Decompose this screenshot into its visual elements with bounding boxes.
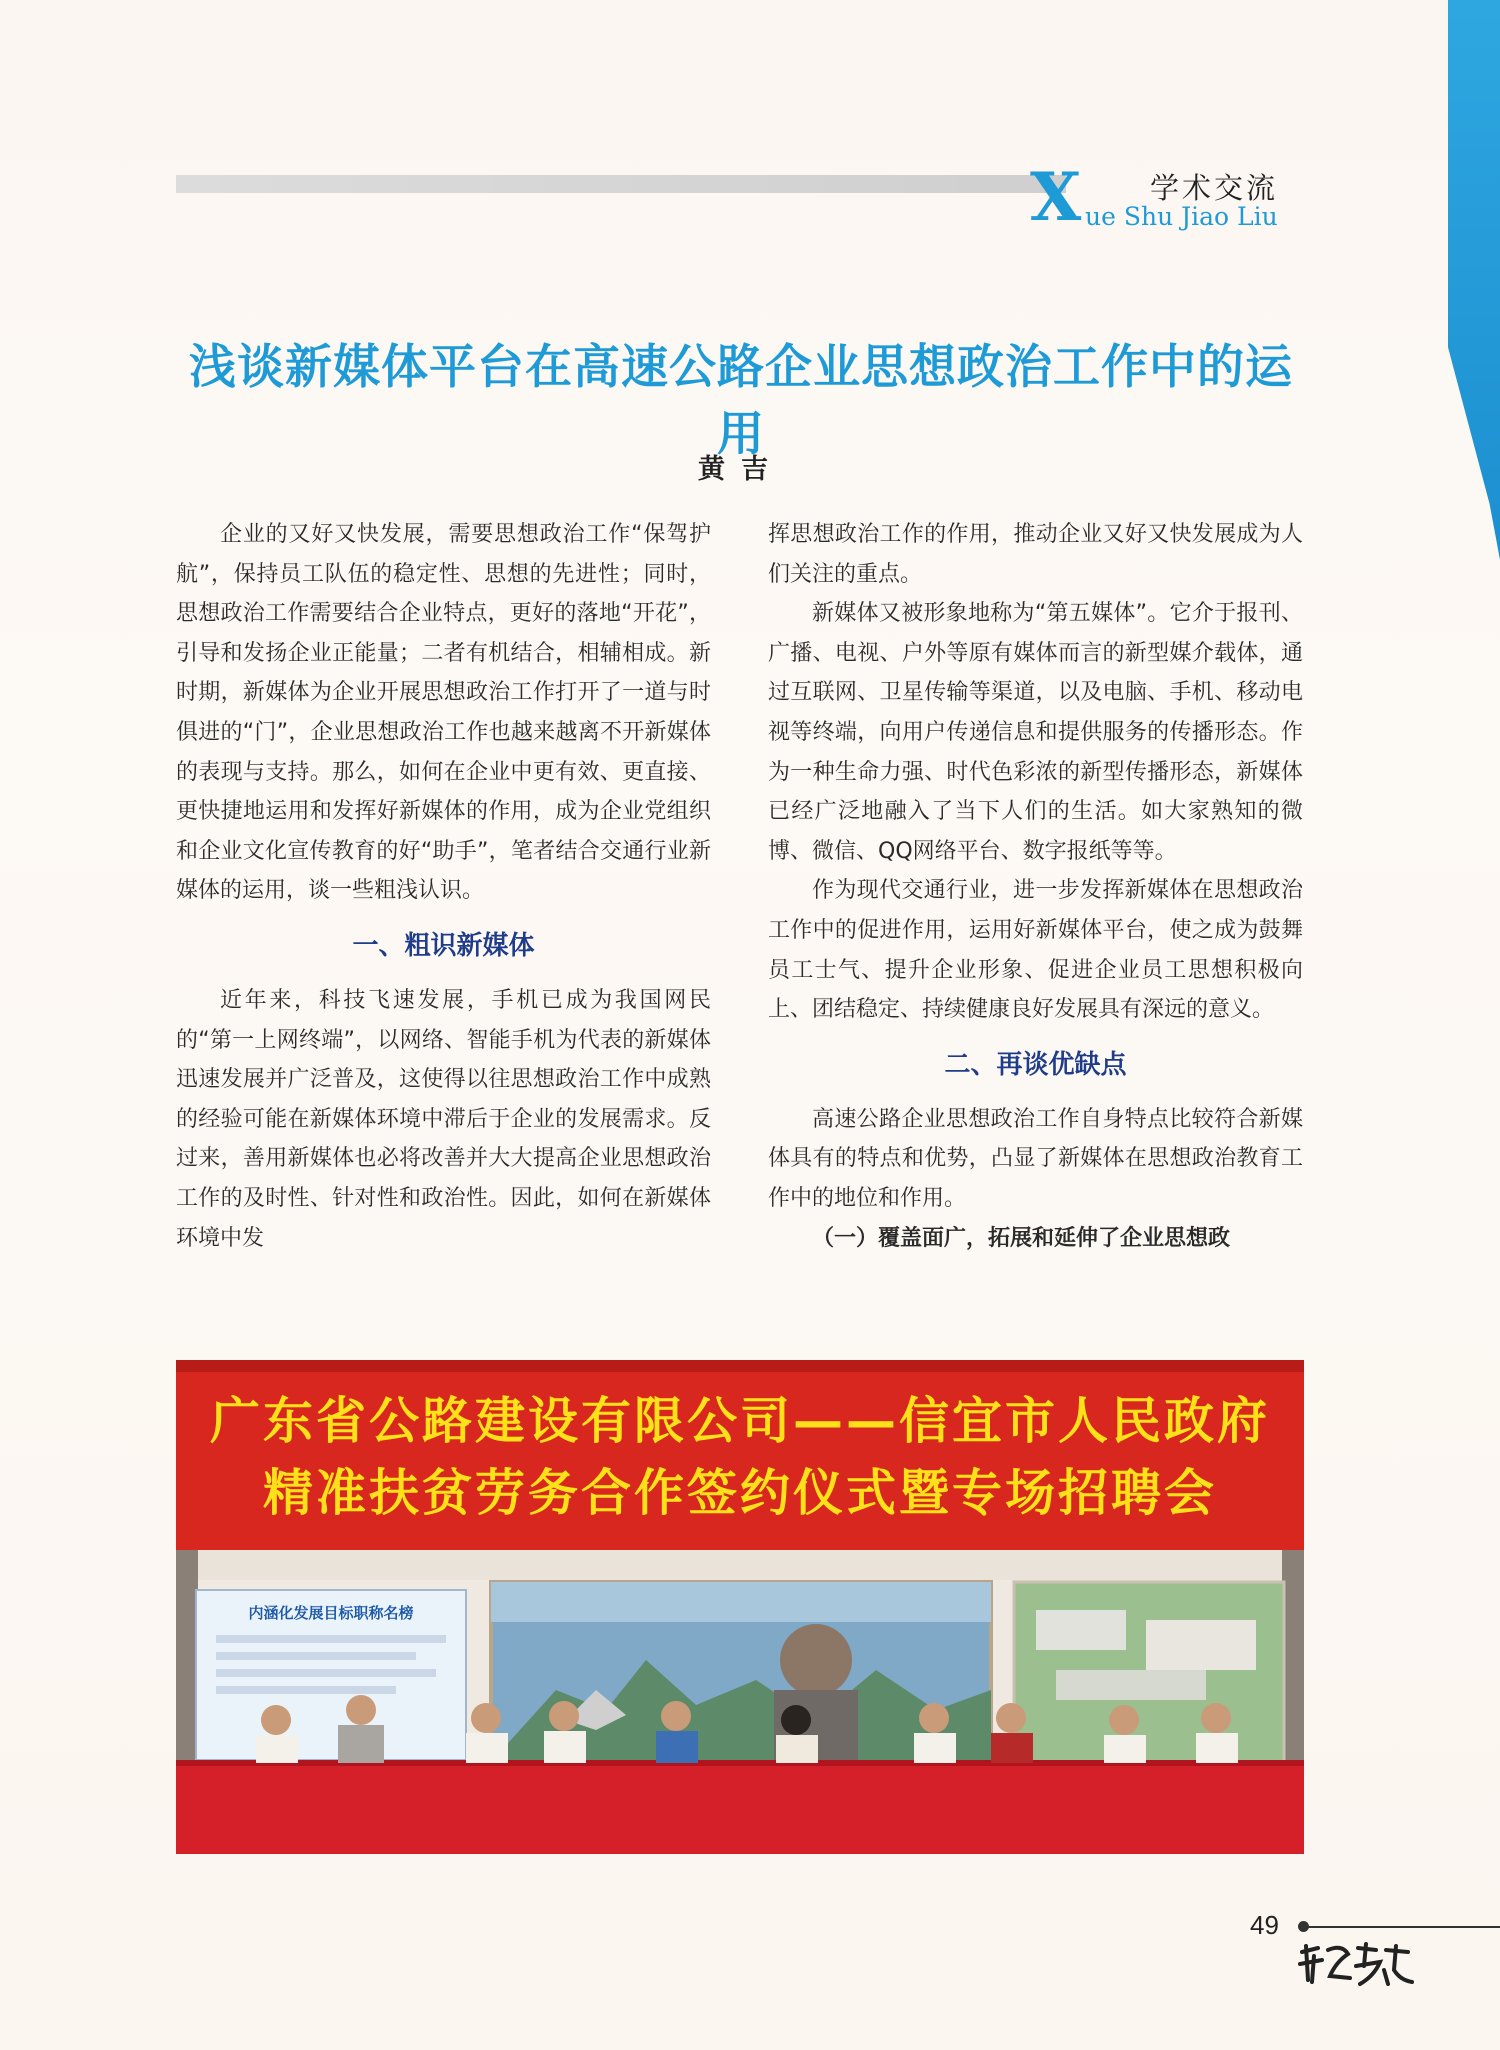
section-title-en: ue Shu Jiao Liu: [1085, 202, 1278, 231]
magazine-logo-calligraphy: [1296, 1940, 1416, 1992]
portrait: [780, 1624, 852, 1696]
paragraph: 近年来，科技飞速发展，手机已成为我国网民的“第一上网终端”，以网络、智能手机为代表的新媒体迅速发展并广泛普及，这使得以往思想政治工作中成熟的经验可能在新媒体环境中滞后于企业的发展需求。反过来，善用新媒体也必将改善并大大提高企业思想政治工作的及时性、针对性和政治性。因此，如何在新媒体环境中发: [176, 987, 711, 1251]
page-edge-stripe: [1448, 0, 1500, 560]
section-heading: 一、粗识新媒体: [352, 930, 535, 961]
article-author: 黄吉: [698, 454, 784, 485]
section-heading: 二、再谈优缺点: [944, 1049, 1127, 1080]
subheading-paragraph: （一）覆盖面广，拓展和延伸了企业思想政: [812, 1225, 1231, 1251]
paragraph-continued: 挥思想政治工作的作用，推动企业又好又快发展成为人们关注的重点。: [768, 522, 1303, 587]
section-tag: [1030, 158, 1310, 236]
paragraph: 高速公路企业思想政治工作自身特点比较符合新媒体具有的特点和优势，凸显了新媒体在思想政治教育工作中的地位和作用。: [768, 1106, 1303, 1211]
paragraph: 作为现代交通行业，进一步发挥新媒体在思想政治工作中的促进作用，运用好新媒体平台，使之成为鼓舞员工士气、提升企业形象、促进企业员工思想积极向上、团结稳定、持续健康良好发展具有深远的意义。: [768, 878, 1303, 1023]
paragraph: 企业的又好又快发展，需要思想政治工作“保驾护航”，保持员工队伍的稳定性、思想的先进性；同时，思想政治工作需要结合企业特点，更好的落地“开花”，引导和发扬企业正能量；二者有机结合，相辅相成。新时期，新媒体为企业开展思想政治工作打开了一道与时俱进的“门”，企业思想政治工作也越来越离不开新媒体的表现与支持。那么，如何在企业中更有效、更直接、更快捷地运用和发挥好新媒体的作用，成为企业党组织和企业文化宣传教育的好“助手”，笔者结合交通行业新媒体的运用，谈一些粗浅认识。: [176, 522, 711, 904]
header-bar: [176, 175, 1066, 193]
section-initial: X: [1030, 158, 1082, 236]
stage-table: [176, 1760, 1304, 1854]
banner-line-1: 广东省公路建设有限公司——信宜市人民政府: [210, 1392, 1270, 1450]
event-photo-scene: [176, 1360, 1304, 1854]
magazine-logo: [1296, 1940, 1416, 1992]
banner-line-2: 精准扶贫劳务合作签约仪式暨专场招聘会: [263, 1464, 1217, 1522]
article-title: 浅谈新媒体平台在高速公路企业思想政治工作中的运用: [189, 340, 1293, 462]
paragraph: 新媒体又被形象地称为“第五媒体”。它介于报刊、广播、电视、户外等原有媒体而言的新型媒介载体，通过互联网、卫星传输等渠道，以及电脑、手机、移动电视等终端，向用户传递信息和提供服务的传播形态。作为一种生命力强、时代色彩浓的新型传播形态，新媒体已经广泛地融入了当下人们的生活。如大家熟知的微博、微信、QQ网络平台、数字报纸等等。: [768, 601, 1303, 864]
footer-rule: [1305, 1926, 1500, 1928]
section-title-cn: 学术交流: [1150, 171, 1279, 205]
page-number: 49: [1250, 1910, 1279, 1940]
event-photo: [176, 1360, 1304, 1854]
left-column: [176, 515, 711, 1258]
right-column: [768, 515, 1303, 1258]
left-board-title: 内涵化发展目标职称名榜: [248, 1604, 414, 1622]
